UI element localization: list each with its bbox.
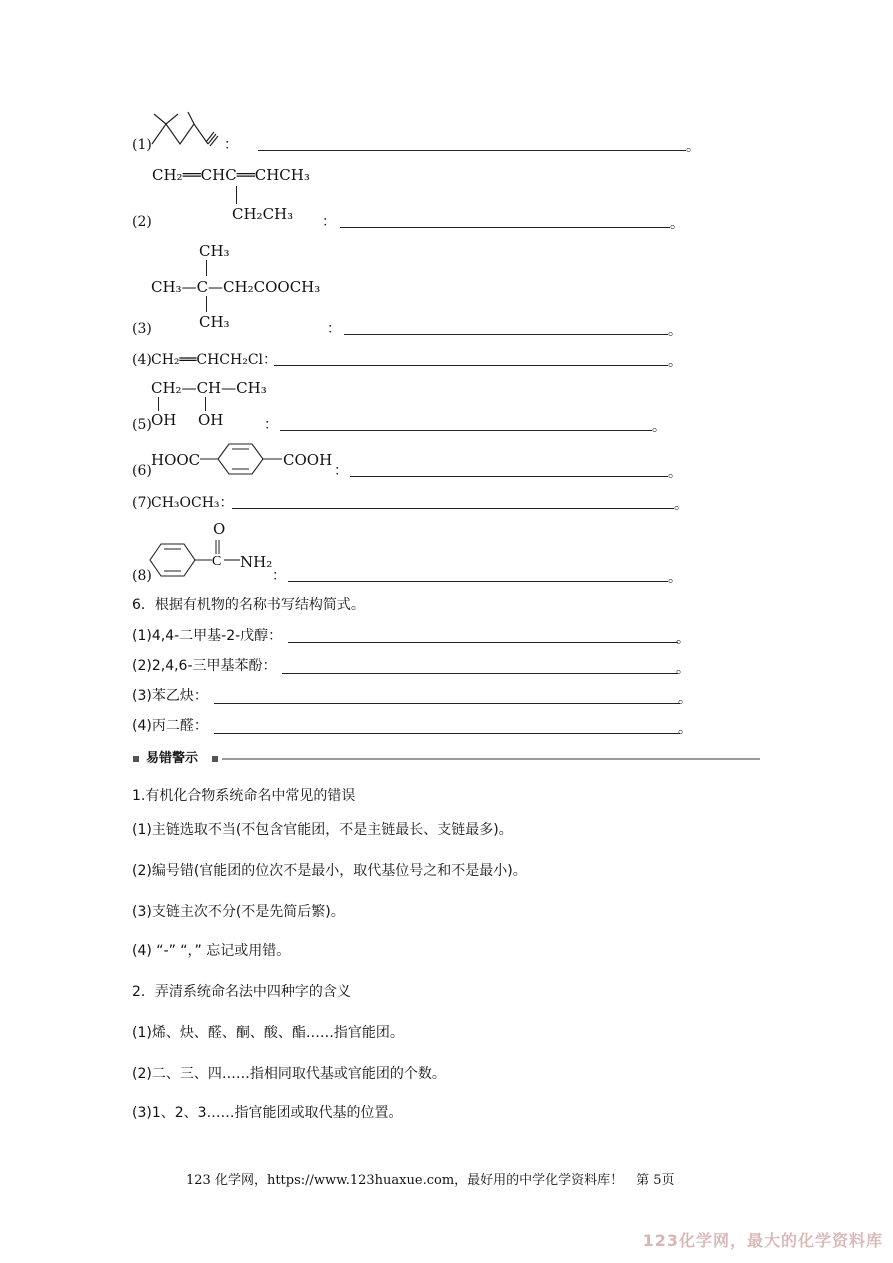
tips-divider (222, 758, 760, 760)
tips-p9: (3)1、2、3……指官能团或取代基的位置。 (132, 1105, 403, 1121)
q5-7-period: 。 (674, 497, 688, 513)
tips-bullet-icon (133, 756, 139, 762)
q5-2-bond-line (236, 186, 237, 204)
q5-5-bond-2 (205, 397, 206, 411)
q5-4-answer-line[interactable] (274, 365, 668, 366)
q5-8-colon: ： (272, 568, 286, 584)
q6-1-answer-line[interactable] (288, 642, 678, 643)
q6-2-period: 。 (676, 661, 690, 677)
q5-8-nh2: NH₂ (240, 553, 273, 571)
q5-5-colon: ： (264, 417, 278, 433)
tips-p1: 1.有机化合物系统命名中常见的错误 (132, 788, 356, 804)
q5-5-number: (5) (132, 417, 152, 433)
q5-4-formula: CH₂══CHCH₂Cl： (151, 352, 278, 368)
q5-2-formula-main: CH₂══CHC══CHCH₃ (152, 166, 310, 184)
q5-5-period: 。 (652, 419, 666, 435)
q5-3-period: 。 (668, 323, 682, 339)
q5-8-answer-line[interactable] (288, 581, 668, 582)
q5-4-period: 。 (668, 354, 682, 370)
q5-5-formula-main: CH₂—CH—CH₃ (151, 379, 267, 397)
benzene-ring-icon (200, 442, 286, 476)
q5-2-period: 。 (670, 216, 684, 232)
q6-4-period: 。 (678, 721, 692, 737)
tips-bullet-icon-2 (212, 756, 218, 762)
q5-3-ch3-bottom: CH₃ (199, 313, 230, 331)
q5-2-answer-line[interactable] (340, 227, 670, 228)
tips-p2: (1)主链选取不当(不包含官能团，不是主链最长、支链最多)。 (132, 822, 513, 838)
q6-3-label: (3)苯乙炔： (132, 688, 208, 704)
q6-3-period: 。 (678, 691, 692, 707)
tips-p8: (2)二、三、四……指相同取代基或官能团的个数。 (132, 1066, 446, 1082)
q5-5-oh-1: OH (151, 411, 177, 429)
q6-2-label: (2)2,4,6-三甲基苯酚： (132, 658, 277, 674)
q5-3-colon: ： (327, 321, 341, 337)
q5-1-number: (1) (132, 137, 152, 153)
q5-1-colon: ： (224, 137, 238, 153)
svg-text:C: C (212, 554, 222, 569)
q5-6-cooh: COOH (283, 451, 333, 469)
q5-6-number: (6) (132, 463, 152, 479)
q5-8-number: (8) (132, 568, 152, 584)
q5-5-bond-1 (158, 397, 159, 411)
q5-5-oh-2: OH (198, 411, 224, 429)
q5-1-answer-line[interactable] (258, 150, 686, 151)
q5-3-number: (3) (132, 321, 152, 337)
q5-2-formula-sub: CH₂CH₃ (232, 205, 294, 223)
q6-1-label: (1)4,4-二甲基-2-戊醇： (132, 628, 283, 644)
q5-5-answer-line[interactable] (280, 430, 652, 431)
q5-2-number: (2) (132, 214, 152, 230)
q5-6-answer-line[interactable] (350, 476, 668, 477)
q5-3-bond-top (206, 260, 207, 276)
q5-3-answer-line[interactable] (344, 334, 668, 335)
q6-4-answer-line[interactable] (214, 733, 680, 734)
tips-heading: 易错警示 (146, 751, 199, 766)
q5-6-colon: ： (334, 463, 348, 479)
tips-p7: (1)烯、炔、醛、酮、酸、酯……指官能团。 (132, 1025, 404, 1041)
q5-3-ch3-top: CH₃ (199, 242, 230, 260)
q6-1-period: 。 (676, 631, 690, 647)
page-footer: 123 化学网，https://www.123huaxue.com，最好用的中学化学资料库！ 第 5页 (186, 1173, 675, 1188)
q6-3-answer-line[interactable] (214, 703, 680, 704)
q5-7-number: (7) (132, 495, 152, 511)
q6-title: 6．根据有机物的名称书写结构简式。 (132, 597, 365, 613)
q6-2-answer-line[interactable] (282, 673, 678, 674)
tips-p5: (4) “-” “，” 忘记或用错。 (132, 943, 291, 959)
q5-3-bond-bottom (206, 296, 207, 312)
q5-8-oxygen: O (213, 520, 226, 538)
benzamide-structure (148, 538, 248, 582)
q6-4-label: (4)丙二醛： (132, 718, 208, 734)
tips-p6: 2．弄清系统命名法中四种字的含义 (132, 984, 351, 1000)
q5-1-skeletal-structure (150, 108, 220, 148)
q5-6-hooc: HOOC (151, 451, 201, 469)
q5-6-period: 。 (668, 465, 682, 481)
q5-2-colon: ： (322, 214, 336, 230)
q5-3-formula-mid: CH₃—C—CH₂COOCH₃ (151, 278, 321, 296)
q5-7-formula: CH₃OCH₃： (151, 495, 234, 511)
tips-p4: (3)支链主次不分(不是先简后繁)。 (132, 904, 345, 920)
tips-p3: (2)编号错(官能团的位次不是最小，取代基位号之和不是最小)。 (132, 863, 527, 879)
watermark: 123化学网，最大的化学资料库 (642, 1231, 883, 1250)
q5-7-answer-line[interactable] (232, 508, 674, 509)
q5-4-number: (4) (132, 352, 152, 368)
q5-1-period: 。 (686, 139, 700, 155)
q5-8-period: 。 (668, 570, 682, 586)
